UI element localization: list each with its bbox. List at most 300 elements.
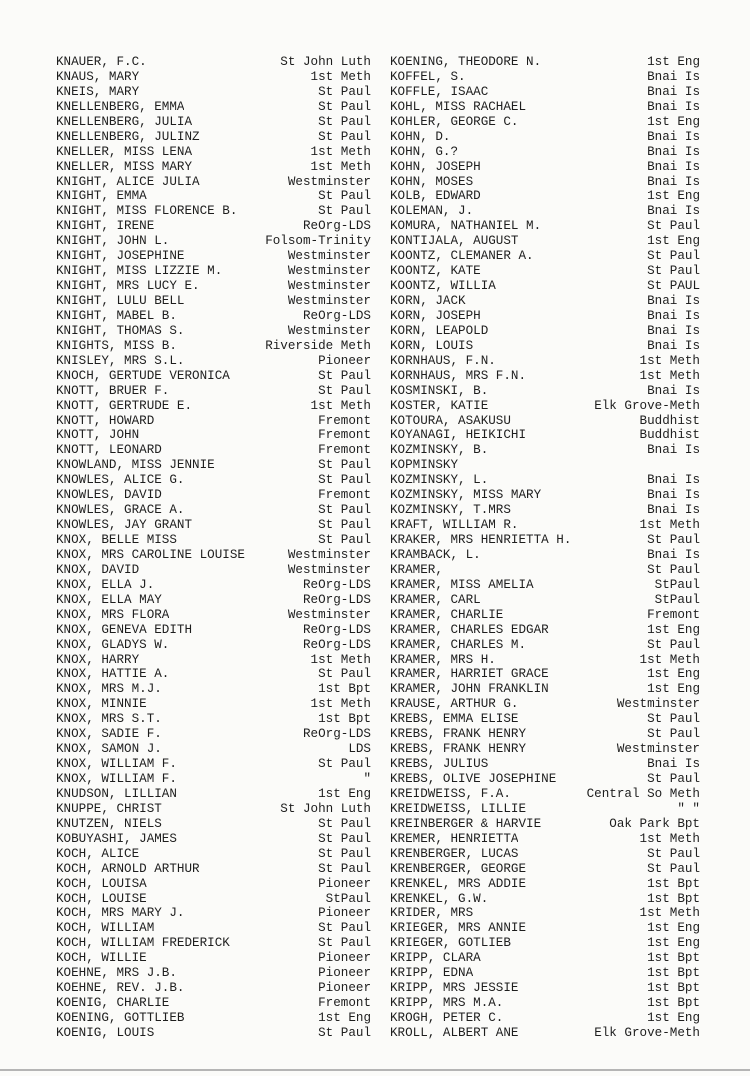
- entry-church: Westminster: [616, 697, 700, 712]
- right-column: [390, 55, 700, 1041]
- entry-name: KOSTER, KATIE: [390, 398, 489, 413]
- entry-name: KRENKEL, G.W.: [390, 891, 489, 906]
- entry-church: 1st Meth: [310, 652, 371, 667]
- entry-church: StPaul: [654, 577, 700, 592]
- entry-church: Fremont: [318, 488, 371, 503]
- directory-entry: [390, 623, 700, 638]
- directory-entry: [56, 533, 371, 548]
- entry-church: St Paul: [318, 458, 371, 473]
- entry-church: Bnai Is: [647, 443, 700, 458]
- directory-entry: [56, 623, 371, 638]
- entry-church: Westminster: [616, 742, 700, 757]
- entry-church: St John Luth: [280, 55, 371, 69]
- entry-church: StPaul: [325, 891, 371, 906]
- directory-entry: [56, 264, 371, 279]
- entry-name: KNOX, HATTIE A.: [56, 667, 170, 682]
- entry-name: KOEHNE, REV. J.B.: [56, 981, 185, 996]
- entry-name: KNIGHT, MISS LIZZIE M.: [56, 264, 223, 279]
- entry-church: 1st Eng: [647, 622, 700, 637]
- entry-name: KOTOURA, ASAKUSU: [390, 413, 511, 428]
- entry-name: KOHN, MOSES: [390, 174, 474, 189]
- entry-church: Bnai Is: [647, 547, 700, 562]
- entry-church: St Paul: [318, 816, 371, 831]
- entry-church: Pioneer: [318, 966, 371, 981]
- entry-name: KNIGHT, LULU BELL: [56, 294, 185, 308]
- entry-church: LDS: [348, 742, 371, 757]
- entry-name: KNIGHT, JOSEPHINE: [56, 249, 185, 264]
- entry-name: KRAMER, MRS H.: [390, 652, 496, 667]
- entry-church: St Paul: [318, 383, 371, 398]
- entry-name: KNELLENBERG, JULIA: [56, 114, 193, 129]
- entry-church: St John Luth: [280, 801, 371, 816]
- entry-name: KRAFT, WILLIAM R.: [390, 518, 519, 533]
- directory-entry: [390, 324, 700, 339]
- entry-name: KOFFLE, ISAAC: [390, 84, 489, 99]
- directory-entry: [390, 847, 700, 862]
- entry-church: 1st Meth: [639, 353, 700, 368]
- entry-church: Bnai Is: [647, 159, 700, 174]
- entry-church: Elk Grove-Meth: [594, 398, 700, 413]
- directory-entry: [56, 996, 371, 1011]
- entry-church: 1st Meth: [310, 144, 371, 159]
- directory-entry: [56, 608, 371, 623]
- entry-name: KREIDWEISS, F.A.: [390, 786, 511, 801]
- entry-name: KNIGHT, EMMA: [56, 189, 147, 204]
- directory-entry: [390, 802, 700, 817]
- directory-entry: [390, 742, 700, 757]
- entry-name: KNAUS, MARY: [56, 69, 140, 84]
- entry-church: Buddhist: [639, 413, 700, 428]
- entry-name: KOHN, JOSEPH: [390, 159, 481, 174]
- directory-entry: [390, 548, 700, 563]
- entry-name: KNUTZEN, NIELS: [56, 816, 162, 831]
- directory-entry: [390, 996, 700, 1011]
- entry-church: St Paul: [647, 861, 700, 876]
- directory-entry: [56, 981, 371, 996]
- directory-entry: [390, 85, 700, 100]
- entry-church: Westminster: [287, 294, 371, 308]
- entry-name: KNOTT, GERTRUDE E.: [56, 398, 193, 413]
- entry-name: KNOX, SAMON J.: [56, 742, 162, 757]
- entry-name: KNOX, SADIE F.: [56, 727, 162, 742]
- entry-church: Westminster: [287, 174, 371, 189]
- entry-name: KOCH, LOUISE: [56, 891, 147, 906]
- directory-entry: [390, 399, 700, 414]
- directory-entry: [390, 951, 700, 966]
- entry-name: KRAMER, MISS AMELIA: [390, 577, 534, 592]
- entry-church: 1st Meth: [639, 368, 700, 383]
- directory-entry: [390, 862, 700, 877]
- directory-entry: [390, 593, 700, 608]
- directory-entry: [56, 832, 371, 847]
- directory-entry: [390, 279, 700, 294]
- entry-name: KOMURA, NATHANIEL M.: [390, 219, 542, 234]
- entry-church: Pioneer: [318, 981, 371, 996]
- entry-name: KNOX, MRS FLORA: [56, 607, 170, 622]
- entry-name: KNOWLAND, MISS JENNIE: [56, 458, 215, 473]
- entry-name: KNELLER, MISS LENA: [56, 144, 193, 159]
- entry-church: Bnai Is: [647, 99, 700, 114]
- directory-entry: [390, 473, 700, 488]
- entry-church: Bnai Is: [647, 383, 700, 398]
- entry-church: Oak Park Bpt: [609, 816, 700, 831]
- entry-church: ReOrg-LDS: [302, 577, 371, 592]
- directory-entry: [56, 1026, 371, 1041]
- entry-church: Pioneer: [318, 353, 371, 368]
- directory-entry: [56, 85, 371, 100]
- entry-name: KNAUER, F.C.: [56, 55, 147, 69]
- entry-name: KOONTZ, CLEMANER A.: [390, 249, 534, 264]
- entry-name: KRAKER, MRS HENRIETTA H.: [390, 533, 572, 547]
- entry-name: KRIPP, MRS M.A.: [390, 996, 504, 1011]
- directory-entry: [390, 414, 700, 429]
- entry-church: St Paul: [647, 219, 700, 234]
- directory-entry: [56, 70, 371, 85]
- entry-name: KNOX, DAVID: [56, 562, 140, 577]
- entry-church: 1st Bpt: [647, 876, 700, 891]
- entry-name: KNOTT, BRUER F.: [56, 383, 170, 398]
- entry-name: KRIPP, EDNA: [390, 966, 474, 981]
- entry-church: St Paul: [318, 1025, 371, 1040]
- directory-entry: [56, 145, 371, 160]
- directory-entry: [56, 862, 371, 877]
- entry-church: St Paul: [647, 249, 700, 264]
- entry-name: KRAMBACK, L.: [390, 547, 481, 562]
- entry-church: Westminster: [287, 547, 371, 562]
- entry-name: KRIPP, MRS JESSIE: [390, 981, 519, 996]
- entry-church: St Paul: [318, 189, 371, 204]
- directory-entry: [56, 877, 371, 892]
- left-column: [56, 55, 371, 1041]
- entry-church: 1st Eng: [647, 189, 700, 204]
- entry-name: KREBS, JULIUS: [390, 757, 489, 772]
- entry-name: KNIGHT, JOHN L.: [56, 234, 170, 249]
- entry-name: KNOX, GENEVA EDITH: [56, 622, 193, 637]
- entry-name: KROLL, ALBERT ANE: [390, 1025, 519, 1040]
- directory-entry: [56, 548, 371, 563]
- entry-church: 1st Bpt: [318, 682, 371, 697]
- entry-church: Fremont: [318, 996, 371, 1011]
- directory-entry: [390, 1026, 700, 1041]
- entry-church: " ": [677, 801, 700, 816]
- entry-name: KRAMER, JOHN FRANKLIN: [390, 682, 549, 697]
- directory-entry: [56, 653, 371, 668]
- directory-entry: [56, 817, 371, 832]
- entry-church: Bnai Is: [647, 338, 700, 353]
- directory-entry: [390, 175, 700, 190]
- entry-name: KOZMINSKY, MISS MARY: [390, 488, 542, 503]
- directory-entry: [56, 787, 371, 802]
- entry-church: Bnai Is: [647, 129, 700, 144]
- entry-church: St Paul: [647, 533, 700, 547]
- directory-entry: [56, 921, 371, 936]
- entry-name: KOCH, WILLIAM FREDERICK: [56, 936, 230, 951]
- entry-church: St Paul: [318, 368, 371, 383]
- entry-name: KREINBERGER & HARVIE: [390, 816, 542, 831]
- directory-entry: [56, 100, 371, 115]
- directory-entry: [56, 593, 371, 608]
- entry-name: KNOWLES, DAVID: [56, 488, 162, 503]
- entry-name: KOENING, GOTTLIEB: [56, 1011, 185, 1025]
- entry-name: KNOX, GLADYS W.: [56, 637, 170, 652]
- directory-entry: [56, 204, 371, 219]
- directory-entry: [56, 55, 371, 70]
- entry-church: St Paul: [318, 129, 371, 144]
- directory-entry: [390, 70, 700, 85]
- directory-entry: [56, 234, 371, 249]
- entry-name: KOCH, ALICE: [56, 846, 140, 861]
- directory-entry: [390, 518, 700, 533]
- entry-name: KNISLEY, MRS S.L.: [56, 353, 185, 368]
- directory-entry: [56, 294, 371, 309]
- entry-church: Pioneer: [318, 876, 371, 891]
- directory-entry: [56, 399, 371, 414]
- entry-name: KOPMINSKY: [390, 458, 459, 473]
- directory-entry: [390, 697, 700, 712]
- entry-church: 1st Bpt: [647, 996, 700, 1011]
- entry-name: KRAMER,: [390, 562, 443, 577]
- entry-name: KNIGHTS, MISS B.: [56, 338, 177, 353]
- directory-entry: [56, 130, 371, 145]
- directory-entry: [56, 757, 371, 772]
- entry-church: StPaul: [654, 592, 700, 607]
- entry-name: KOENIG, CHARLIE: [56, 996, 170, 1011]
- page-bottom-rule: [0, 1069, 750, 1071]
- entry-church: 1st Meth: [639, 652, 700, 667]
- directory-entry: [390, 981, 700, 996]
- entry-church: Bnai Is: [647, 308, 700, 323]
- directory-entry: [390, 204, 700, 219]
- directory-entry: [390, 772, 700, 787]
- directory-entry: [56, 443, 371, 458]
- entry-church: St Paul: [318, 667, 371, 682]
- entry-church: St Paul: [647, 637, 700, 652]
- entry-name: KREMER, HENRIETTA: [390, 831, 519, 846]
- entry-church: Buddhist: [639, 428, 700, 443]
- directory-entry: [390, 608, 700, 623]
- entry-name: KOEHNE, MRS J.B.: [56, 966, 177, 981]
- directory-entry: [56, 369, 371, 384]
- entry-church: Bnai Is: [647, 174, 700, 189]
- directory-entry: [56, 219, 371, 234]
- directory-entry: [390, 384, 700, 399]
- entry-name: KREBS, EMMA ELISE: [390, 712, 519, 727]
- entry-name: KNOTT, HOWARD: [56, 413, 155, 428]
- entry-name: KOONTZ, WILLIA: [390, 279, 496, 294]
- directory-entry: [56, 951, 371, 966]
- entry-church: Pioneer: [318, 906, 371, 921]
- directory-entry: [56, 428, 371, 443]
- entry-church: 1st Meth: [639, 831, 700, 846]
- directory-entry: [390, 339, 700, 354]
- entry-church: St PAUL: [647, 279, 700, 294]
- entry-name: KOCH, MRS MARY J.: [56, 906, 185, 921]
- entry-church: St Paul: [318, 503, 371, 518]
- entry-name: KRENBERGER, LUCAS: [390, 846, 519, 861]
- entry-name: KOCH, LOUISA: [56, 876, 147, 891]
- entry-church: Bnai Is: [647, 84, 700, 99]
- directory-entry: [56, 892, 371, 907]
- entry-church: Bnai Is: [647, 473, 700, 488]
- directory-entry: [56, 175, 371, 190]
- entry-church: ReOrg-LDS: [302, 592, 371, 607]
- entry-church: 1st Eng: [647, 936, 700, 951]
- entry-name: KRIEGER, MRS ANNIE: [390, 921, 527, 936]
- entry-name: KONTIJALA, AUGUST: [390, 234, 519, 249]
- directory-entry: [56, 727, 371, 742]
- entry-church: St Paul: [318, 936, 371, 951]
- entry-church: 1st Bpt: [647, 966, 700, 981]
- entry-church: ReOrg-LDS: [302, 727, 371, 742]
- directory-entry: [390, 682, 700, 697]
- entry-name: KNIGHT, MABEL B.: [56, 308, 177, 323]
- directory-entry: [390, 488, 700, 503]
- directory-entry: [390, 160, 700, 175]
- entry-church: St Paul: [318, 99, 371, 114]
- directory-entry: [56, 414, 371, 429]
- entry-name: KNIGHT, THOMAS S.: [56, 323, 185, 338]
- entry-name: KNOCH, GERTUDE VERONICA: [56, 368, 230, 383]
- entry-church: Westminster: [287, 249, 371, 264]
- directory-entry: [56, 324, 371, 339]
- entry-church: Bnai Is: [647, 294, 700, 308]
- directory-entry: [390, 966, 700, 981]
- entry-church: 1st Eng: [647, 921, 700, 936]
- entry-church: 1st Meth: [310, 697, 371, 712]
- directory-entry: [390, 712, 700, 727]
- entry-name: KORN, LEAPOLD: [390, 323, 489, 338]
- entry-name: KNOTT, JOHN: [56, 428, 140, 443]
- entry-name: KRIDER, MRS: [390, 906, 474, 921]
- directory-entry: [56, 473, 371, 488]
- entry-name: KNOX, ELLA MAY: [56, 592, 162, 607]
- directory-entry: [390, 458, 700, 473]
- directory-entry: [390, 892, 700, 907]
- entry-name: KNIGHT, ALICE JULIA: [56, 174, 200, 189]
- entry-church: Riverside Meth: [265, 338, 371, 353]
- directory-entry: [56, 966, 371, 981]
- entry-church: St Paul: [318, 861, 371, 876]
- entry-church: 1st Eng: [647, 1011, 700, 1025]
- entry-church: Bnai Is: [647, 69, 700, 84]
- entry-name: KNOX, MINNIE: [56, 697, 147, 712]
- directory-entry: [390, 667, 700, 682]
- directory-entry: [56, 906, 371, 921]
- entry-name: KROGH, PETER C.: [390, 1011, 504, 1025]
- entry-name: KOHN, D.: [390, 129, 451, 144]
- entry-church: Westminster: [287, 264, 371, 279]
- directory-entry: [56, 638, 371, 653]
- directory-entry: [56, 354, 371, 369]
- directory-entry: [390, 638, 700, 653]
- directory-entry: [56, 384, 371, 399]
- entry-name: KRAMER, HARRIET GRACE: [390, 667, 549, 682]
- entry-name: KREBS, FRANK HENRY: [390, 742, 527, 757]
- entry-name: KNOTT, LEONARD: [56, 443, 162, 458]
- entry-name: KRAMER, CARL: [390, 592, 481, 607]
- entry-church: St Paul: [647, 772, 700, 786]
- directory-entry: [56, 1011, 371, 1026]
- entry-church: St Paul: [318, 831, 371, 846]
- directory-entry: [56, 518, 371, 533]
- entry-church: St Paul: [318, 114, 371, 129]
- entry-name: KRIEGER, GOTLIEB: [390, 936, 511, 951]
- directory-entry: [56, 847, 371, 862]
- entry-name: KNIGHT, IRENE: [56, 219, 155, 234]
- entry-name: KNELLENBERG, JULINZ: [56, 129, 200, 144]
- entry-name: KOZMINSKY, L.: [390, 473, 489, 488]
- entry-church: St Paul: [318, 846, 371, 861]
- entry-name: KNOX, BELLE MISS: [56, 533, 177, 547]
- directory-entry: [56, 578, 371, 593]
- entry-church: Fremont: [318, 428, 371, 443]
- entry-name: KOSMINSKI, B.: [390, 383, 489, 398]
- directory-entry: [390, 787, 700, 802]
- entry-church: 1st Eng: [647, 234, 700, 249]
- entry-church: 1st Eng: [647, 667, 700, 682]
- entry-church: Westminster: [287, 607, 371, 622]
- directory-entry: [390, 354, 700, 369]
- entry-church: St Paul: [647, 712, 700, 727]
- directory-entry: [390, 115, 700, 130]
- directory-entry: [56, 115, 371, 130]
- entry-church: 1st Bpt: [647, 891, 700, 906]
- entry-church: St Paul: [318, 757, 371, 772]
- entry-name: KNOX, WILLIAM F.: [56, 772, 177, 786]
- directory-entry: [56, 249, 371, 264]
- entry-name: KRAUSE, ARTHUR G.: [390, 697, 519, 712]
- directory-entry: [56, 160, 371, 175]
- entry-church: 1st Bpt: [318, 712, 371, 727]
- entry-church: Central So Meth: [586, 786, 700, 801]
- entry-name: KORN, JOSEPH: [390, 308, 481, 323]
- entry-name: KRAMER, CHARLIE: [390, 607, 504, 622]
- entry-church: St Paul: [647, 264, 700, 279]
- entry-name: KNEIS, MARY: [56, 84, 140, 99]
- entry-church: Fremont: [647, 607, 700, 622]
- entry-church: 1st Meth: [639, 518, 700, 533]
- directory-entry: [390, 428, 700, 443]
- entry-name: KOYANAGI, HEIKICHI: [390, 428, 527, 443]
- entry-church: St Paul: [318, 84, 371, 99]
- entry-name: KOBUYASHI, JAMES: [56, 831, 177, 846]
- entry-church: 1st Eng: [647, 682, 700, 697]
- directory-entry: [56, 488, 371, 503]
- entry-church: 1st Bpt: [647, 981, 700, 996]
- directory-entry: [390, 653, 700, 668]
- entry-name: KOHLER, GEORGE C.: [390, 114, 519, 129]
- directory-entry: [56, 503, 371, 518]
- entry-name: KOENING, THEODORE N.: [390, 55, 542, 69]
- entry-name: KNELLENBERG, EMMA: [56, 99, 185, 114]
- entry-church: Bnai Is: [647, 757, 700, 772]
- directory-entry: [390, 727, 700, 742]
- directory-entry: [56, 682, 371, 697]
- entry-name: KNOX, MRS M.J.: [56, 682, 162, 697]
- directory-entry: [390, 757, 700, 772]
- entry-name: KNELLER, MISS MARY: [56, 159, 193, 174]
- entry-name: KNOX, MRS S.T.: [56, 712, 162, 727]
- entry-church: Bnai Is: [647, 204, 700, 219]
- entry-name: KNUPPE, CHRIST: [56, 801, 162, 816]
- entry-church: Bnai Is: [647, 323, 700, 338]
- entry-church: 1st Eng: [647, 114, 700, 129]
- entry-name: KOZMINSKY, B.: [390, 443, 489, 458]
- entry-church: Fremont: [318, 443, 371, 458]
- entry-church: St Paul: [647, 846, 700, 861]
- directory-entry: [390, 533, 700, 548]
- entry-church: St Paul: [647, 727, 700, 742]
